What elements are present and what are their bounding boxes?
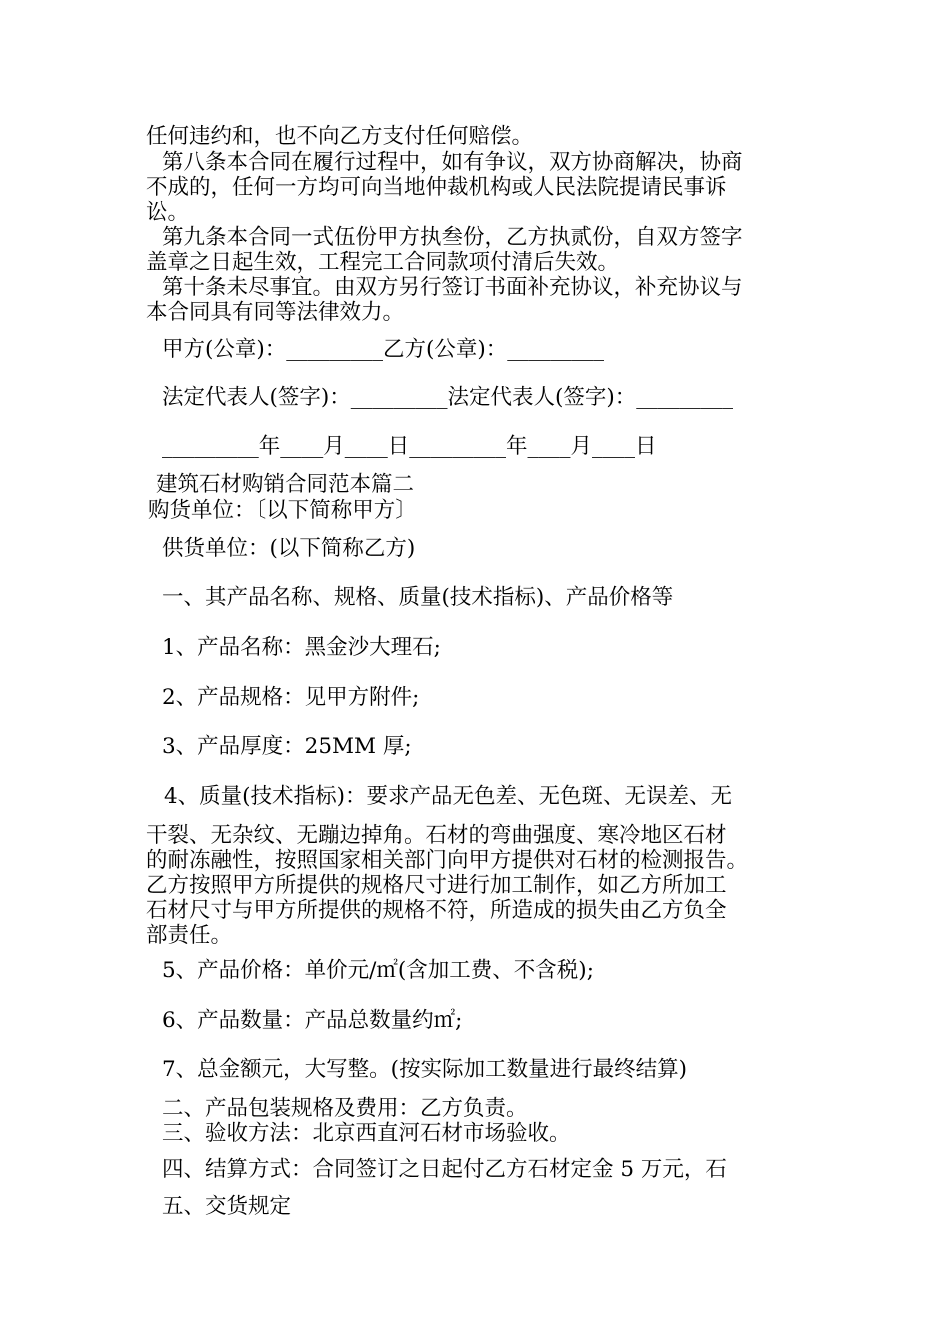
text-line: 第九条本合同一式伍份甲方执叁份，乙方执贰份，自双方签字 [162, 225, 743, 250]
text-line: 供货单位：(以下简称乙方) [162, 536, 416, 561]
text-line: 不成的，任何一方均可向当地仲裁机构或人民法院提请民事诉 [146, 175, 727, 200]
list-item: 2、产品规格：见甲方附件; [162, 685, 420, 710]
text-line: 第十条未尽事宜。由双方另行签订书面补充协议，补充协议与 [162, 275, 743, 300]
text-line: 的耐冻融性，按照国家相关部门向甲方提供对石材的检测报告。 [146, 848, 749, 873]
text-line: 部责任。 [146, 923, 233, 948]
list-item: 7、总金额元，大写整。(按实际加工数量进行最终结算) [162, 1057, 687, 1082]
text-line: 石材尺寸与甲方所提供的规格不符，所造成的损失由乙方负全 [146, 898, 727, 923]
text-line: 任何违约和，也不向乙方支付任何赔偿。 [146, 124, 534, 149]
signature-line-date: _________年____月____日_________年____月____日 [162, 434, 657, 459]
list-item: 6、产品数量：产品总数量约㎡; [162, 1008, 463, 1033]
text-line: 购货单位：〔以下简称甲方〕 [148, 498, 417, 523]
text-line: 讼。 [146, 200, 190, 225]
list-item: 3、产品厚度：25MM 厚; [162, 734, 412, 759]
text-line: 三、验收方法：北京西直河石材市场验收。 [162, 1121, 571, 1146]
list-item: 4、质量(技术指标)：要求产品无色差、无色斑、无误差、无 [164, 784, 732, 809]
list-item: 5、产品价格：单价元/㎡(含加工费、不含税); [162, 958, 594, 983]
text-line: 五、交货规定 [162, 1194, 292, 1219]
text-line: 二、产品包装规格及费用：乙方负责。 [162, 1096, 528, 1121]
text-line: 乙方按照甲方所提供的规格尺寸进行加工制作，如乙方所加工 [146, 873, 727, 898]
signature-line-seal: 甲方(公章)：_________乙方(公章)：_________ [162, 337, 605, 362]
text-line: 四、结算方式：合同签订之日起付乙方石材定金 5 万元，石 [162, 1157, 727, 1182]
signature-line-representative: 法定代表人(签字)：_________法定代表人(签字)：_________ [162, 385, 734, 410]
section-title: 建筑石材购销合同范本篇二 [156, 472, 415, 497]
list-item: 1、产品名称：黑金沙大理石; [162, 635, 441, 660]
text-line: 一、其产品名称、规格、质量(技术指标)、产品价格等 [162, 585, 674, 610]
text-line: 盖章之日起生效，工程完工合同款项付清后失效。 [146, 250, 620, 275]
text-line: 本合同具有同等法律效力。 [146, 300, 405, 325]
text-line: 第八条本合同在履行过程中，如有争议，双方协商解决，协商 [162, 150, 743, 175]
text-line: 干裂、无杂纹、无蹦边掉角。石材的弯曲强度、寒冷地区石材 [146, 823, 727, 848]
